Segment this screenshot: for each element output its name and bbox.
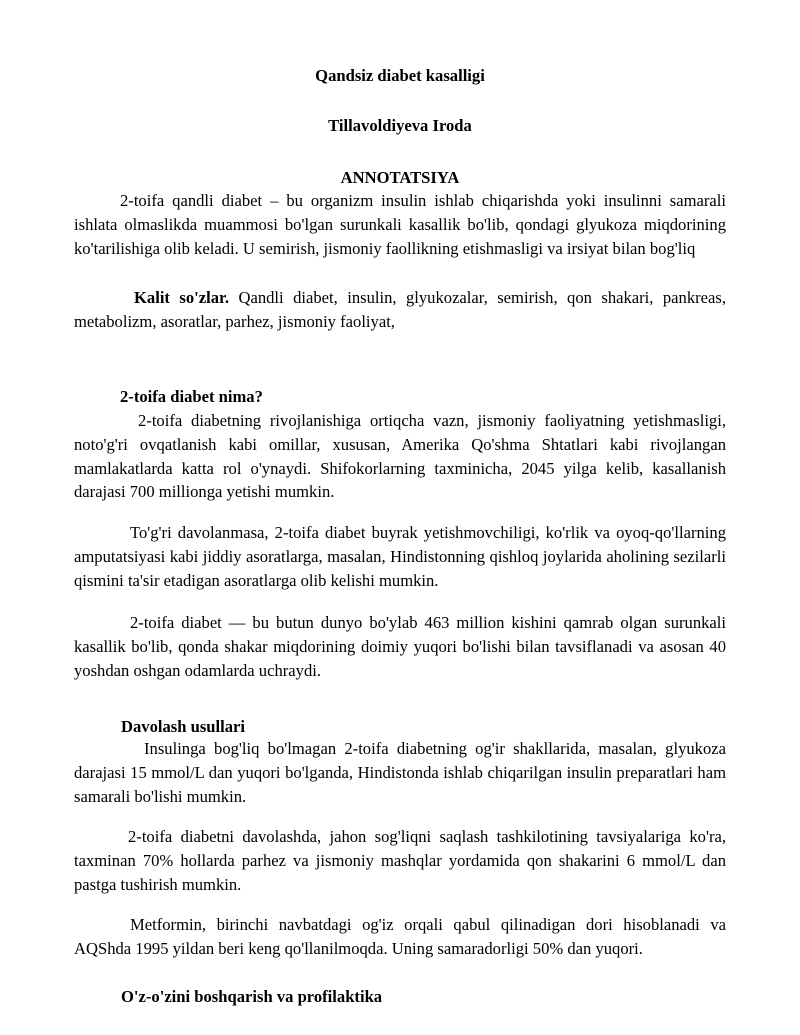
keywords-text: Qandli diabet, insulin, glyukozalar, semirish, qon shakari, pankreas, metabolizm, asoratlar, parhez, jismoniy faoliyat, [74,288,726,331]
keywords-label: Kalit so'zlar. [134,288,230,307]
annotation-heading: ANNOTATSIYA [340,168,460,187]
section2-paragraph-1: Insulinga bog'liq bo'lmagan 2-toifa diabetning og'ir shakllarida, masalan, glyukoza darajasi 15 mmol/L dan yuqori bo'lganda, Hindistonda ishlab chiqarilgan insulin preparatlari ham samarali bo'lishi mumkin. [74,739,726,806]
document-title: Qandsiz diabet kasalligi [315,66,485,85]
section1-paragraph-1: 2-toifa diabetning rivojlanishiga ortiqcha vazn, jismoniy faoliyatning yetishmasligi, noto'g'ri ovqatlanish kabi omillar, xususan, Amerika Qo'shma Shtatlari kabi rivojlangan mamlakatlarda katta rol o'ynaydi. Shifokorlarning taxminicha, 2045 yilga kelib, kasallanish darajasi 700 millionga yetishi mumkin. [74,411,726,502]
keywords-paragraph [74,286,726,334]
section2-paragraph-2: 2-toifa diabetni davolashda, jahon sog'liqni saqlash tashkilotining tavsiyalariga ko'ra, taxminan 70% hollarda parhez va jismoniy mashqlar yordamida qon shakarini 6 mmol/L dan pastga tushirish mumkin. [74,827,726,894]
document-author: Tillavoldiyeva Iroda [328,116,472,135]
section1-paragraph-2: To'g'ri davolanmasa, 2-toifa diabet buyrak yetishmovchiligi, ko'rlik va oyoq-qo'llarning amputatsiyasi kabi jiddiy asoratlarga, masalan, Hindistonning qishloq joylarida aholining sezilarli qismini ta'sir etadigan asoratlarga olib kelishi mumkin. [74,523,726,590]
section1-paragraph-3: 2-toifa diabet — bu butun dunyo bo'ylab 463 million kishini qamrab olgan surunkali kasallik bo'lib, qonda shakar miqdorining doimiy yuqori bo'lishi bilan tavsiflanadi va asosan 40 yoshdan oshgan odamlarda uchraydi. [74,613,726,680]
section2-paragraph-3: Metformin, birinchi navbatdagi og'iz orqali qabul qilinadigan dori hisoblanadi va AQShda 1995 yildan beri keng qo'llanilmoqda. Uning samaradorligi 50% dan yuqori. [74,915,726,958]
annotation-text: 2-toifa qandli diabet – bu organizm insulin ishlab chiqarishda yoki insulinni samarali ishlata olmaslikda muammosi bo'lgan surunkali kasallik bo'lib, qondagi glyukoza miqdorining ko'tarilishiga olib keladi. U semirish, jismoniy faollikning etishmasligi va irsiyat bilan bog'liq [74,191,726,258]
section-heading-what-is: 2-toifa diabet nima? [120,387,263,406]
section-heading-treatment: Davolash usullari [121,717,246,736]
section-heading-self-management: O'z-o'zini boshqarish va profilaktika [121,987,383,1006]
